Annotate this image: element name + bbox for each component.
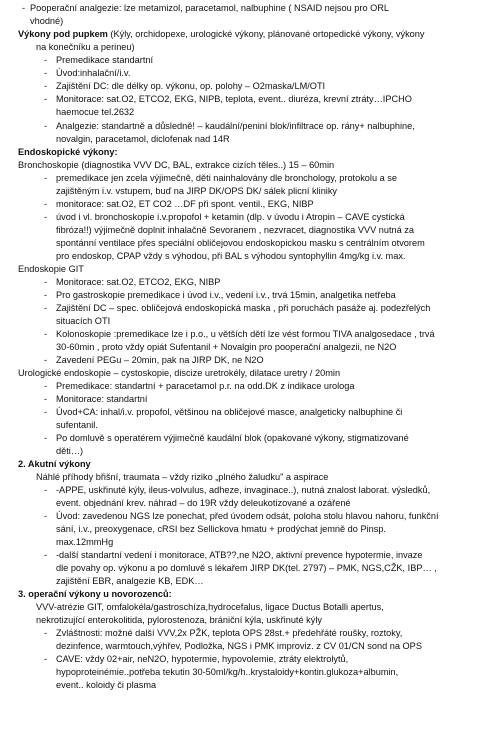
bold-text: Výkony pod pupkem	[18, 29, 111, 39]
list-bullet: -	[44, 94, 48, 104]
text-line: na konečníku a perineu)	[36, 42, 135, 52]
text-line: Úvod: zavedenou NGS lze ponechat, před úvodem odsát, poloha stolu hlavou nahoru, funkční	[56, 511, 439, 521]
text-line: event.. koloidy či plasma	[56, 680, 157, 690]
text-line: Po domluvě s operatérem výjimečně kaudální blok (opakované výkony, stigmatizované	[56, 433, 409, 443]
list-bullet: -	[44, 394, 48, 404]
text-line: Kolonoskopie :premedikace lze i p.o., u větších dětí lze vést formou TIVA analgosedace , trvá	[56, 329, 435, 339]
text-line: nekrotizující enterokolitida, pylorostenoza, brániční kýla, uskřinuté kýly	[36, 615, 322, 625]
text-line: 30-60min , proto vždy opiát Sufentanil + Novalgin pro pooperační analgezii, ne N2O	[56, 342, 397, 352]
text-line: Zajištění DC – spec. obličejová endoskopická maska , při poruchách pasáže aj. podezřelých	[56, 303, 431, 313]
text-line: Urologické endoskopie – cystoskopie, discize uretrokély, dilatace uretry / 20min	[18, 368, 341, 378]
text-line: Náhlé příhody břišní, traumata – vždy riziko „plného žaludku" a aspirace	[36, 472, 329, 482]
text-line	[18, 28, 424, 40]
text-line: Pro gastroskopie premedikace i úvod i.v., vedení i.v., trvá 15min, analgetika netřeba	[56, 290, 396, 300]
text-line: premedikace jen zcela výjimečně, děti nainhalovány dle bronchology, protokolu a se	[56, 173, 397, 183]
text-line: zajištěným i.v. vstupem, buď na JIRP DK/OPS DK/ sálek plicní kliniky	[56, 186, 338, 196]
text-line: CAVE: vždy 02+air, neN2O, hypotermie, hypovolemie, ztráty elektrolytů,	[56, 654, 349, 664]
text-line: haemocue tel.2632	[56, 107, 135, 117]
text-line: spontánní ventilace přes speciální obličejovou endoskopickou masku s centrálním otvorem	[56, 238, 425, 248]
list-bullet: -	[44, 511, 48, 521]
text-line: event. objednání krev. náhrad – do 19R vždy deleukotizované a ozářené	[56, 498, 351, 508]
list-bullet: -	[44, 212, 48, 222]
text-line: Zvláštnosti: možné další VVV,2x PŽK, teplota OPS 28st.+ předehřáté roušky, roztoky,	[56, 628, 403, 638]
text-line: zajištění EBR, analgezie KB, EDK…	[56, 576, 204, 586]
list-bullet: -	[44, 173, 48, 183]
text-line: dle povahy op. výkonu a po domluvě s lékařem JIRP DK(tel. 2797) – PMK, NGS,CŽK, IBP… ,	[56, 563, 437, 573]
text-line: VVV-atrézie GIT, omfalokéla/gastroschíza,hydrocefalus, ligace Ductus Botalli apertus,	[36, 602, 384, 612]
text-line: max.12mmHg	[56, 537, 114, 547]
list-bullet: -	[44, 303, 48, 313]
list-bullet: -	[44, 628, 48, 638]
text-line: Úvod:inhalační/i.v.	[56, 68, 131, 78]
text-line: Monitorace: sat.O2, ETCO2, EKG, NIPB, teplota, event.. diuréza, krevní ztráty…IPCHO	[56, 94, 412, 104]
text-line: Zavedení PEGu – 20min, pak na JIRP DK, ne N2O	[56, 355, 264, 365]
list-bullet: -	[44, 485, 48, 495]
list-bullet: -	[44, 407, 48, 417]
text-line: monitorace: sat.O2, ET CO2 …DF při spont. ventil., EKG, NIBP	[56, 199, 314, 209]
text-line: -APPE, uskřinuté kýly, ileus-volvulus, adheze, invaginace..), nutná znalost laborat. výsledků,	[56, 485, 431, 495]
list-bullet: -	[44, 199, 48, 209]
text-line	[18, 458, 91, 470]
text-line: Premedikace standartní	[56, 55, 154, 65]
text-line: dezinfence, warmtouch,výhřev, Podložka, NGS i PMK improviz. z CV 01/CN sond na OPS	[56, 641, 422, 651]
list-bullet: -	[44, 55, 48, 65]
text-line: Úvod+CA: inhal/i.v. propofol, většinou na obličejové masce, analgeticky nalbuphine či	[56, 407, 403, 417]
list-bullet: -	[44, 277, 48, 287]
list-bullet: -	[44, 290, 48, 300]
text-line: hypoproteinémie..potřeba tekutin 30-50ml/kg/h..krystaloidy+kontin.glukoza+albumin,	[56, 667, 399, 677]
text-line: Monitorace: standartní	[56, 394, 148, 404]
list-bullet: -	[44, 654, 48, 664]
text-line: Monitorace: sat.O2, ETCO2, EKG, NIBP	[56, 277, 221, 287]
bold-text: 2. Akutní výkony	[18, 459, 91, 469]
list-bullet: -	[22, 3, 26, 13]
text-line: Bronchoskopie (diagnostika VVV DC, BAL, extrakce cizích těles..) 15 – 60min	[18, 160, 335, 170]
text-line: Premedikace: standartní + paracetamol p.r. na odd.DK z indikace urologa	[56, 381, 355, 391]
text-line	[18, 146, 118, 158]
text-line: Zajištění DC: dle délky op. výkonu, op. polohy – O2maska/LM/OTI	[56, 81, 326, 91]
text-span: (Kýly, orchidopexe, urologické výkony, plánované ortopedické výkony, výkony	[110, 29, 425, 39]
text-line: situacích OTI	[56, 316, 111, 326]
list-bullet: -	[44, 433, 48, 443]
text-line: sání, i.v., preoxygenace, cRSI bez Sellickova hmatu + prodýchat jemně do Pinsp.	[56, 524, 386, 534]
text-line: úvod i vl. bronchoskopie i.v.propofol + ketamin (dlp. v úvodu i Atropin – CAVE cystická	[56, 212, 405, 222]
text-line: děti…)	[56, 446, 84, 456]
text-line: Pooperační analgezie: lze metamizol, paracetamol, nalbuphine ( NSAID nejsou pro ORL	[30, 3, 390, 13]
text-line: fibróza!!) výjimečně doplnit inhalačně Sevoranem , nezvracet, diagnostika VVV nutná za	[56, 225, 414, 235]
list-bullet: -	[44, 355, 48, 365]
list-bullet: -	[44, 550, 48, 560]
list-bullet: -	[44, 68, 48, 78]
text-line: -další standartní vedení i monitorace, ATB??,ne N2O, aktivní prevence hypotermie, invaze	[56, 550, 423, 560]
text-line: Analgezie: standartně a důsledně! – kaudální/peniní blok/infiltrace op. rány+ nalbuphine,	[56, 121, 415, 131]
list-bullet: -	[44, 81, 48, 91]
text-line: pro endoskop, CPAP vždy s výhodou, při BAL s výhodou syntophyllin 4mg/kg i.v. max.	[56, 251, 406, 261]
text-line: novalgin, paracetamol, diclofenak nad 14R	[56, 134, 230, 144]
list-bullet: -	[44, 329, 48, 339]
text-line: vhodné)	[30, 16, 64, 26]
list-bullet: -	[44, 121, 48, 131]
bold-text: 3. operační výkony u novorozenců:	[18, 589, 172, 599]
list-bullet: -	[44, 381, 48, 391]
text-line: sufentanil.	[56, 420, 98, 430]
text-line	[18, 588, 172, 600]
bold-text: Endoskopické výkony:	[18, 147, 118, 157]
text-line: Endoskopie GIT	[18, 264, 84, 274]
